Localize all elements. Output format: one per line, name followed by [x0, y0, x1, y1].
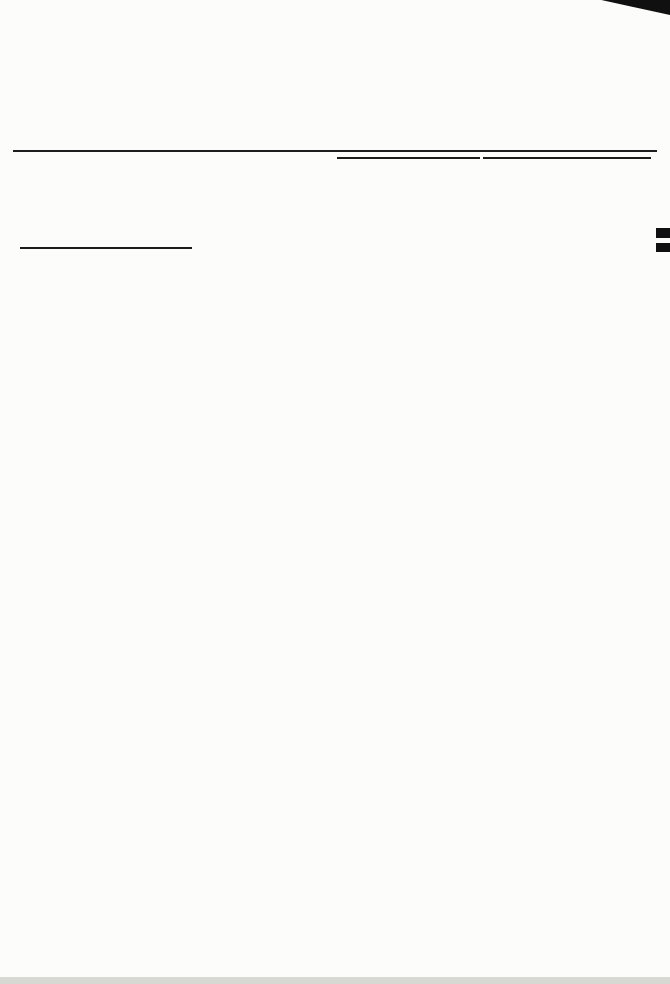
horizontal-rule: [13, 150, 657, 152]
angles-table: [20, 247, 192, 249]
horoscope-wheel: [0, 320, 670, 984]
planets-table: [337, 157, 480, 159]
birth-data-block: [22, 159, 332, 164]
scan-corner-mark: [592, 0, 670, 15]
scan-edge-mark: [656, 243, 670, 252]
uranian-planets-table: [483, 157, 651, 159]
scan-edge-mark: [656, 228, 670, 238]
